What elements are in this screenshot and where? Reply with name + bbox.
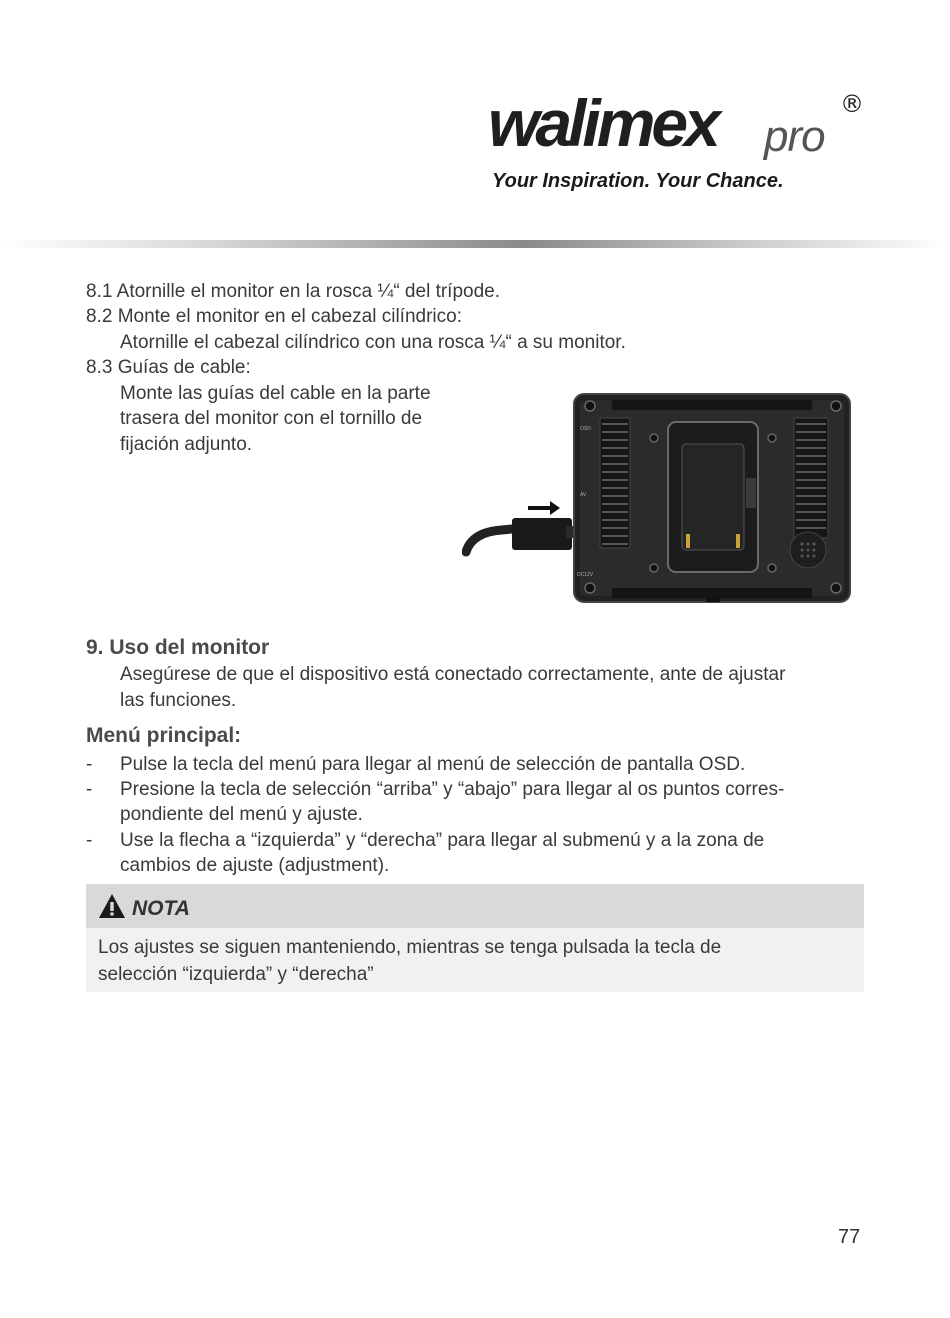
note-text: selección “izquierda” y “derecha” — [98, 964, 374, 985]
menu-item: cambios de ajuste (adjustment). — [120, 855, 390, 876]
registered-mark: ® — [840, 90, 864, 118]
menu-bullet: - — [86, 830, 93, 851]
step-8-3-line: fijación adjunto. — [120, 434, 253, 455]
section-9-text: Asegúrese de que el dispositivo está conectado correctamente, ante de ajustar — [120, 664, 786, 685]
step-8-2-detail: Atornille el cabezal cilíndrico con una rosca ¼“ a su monitor. — [120, 332, 626, 353]
menu-bullet: - — [86, 754, 93, 775]
step-8-3-line: Monte las guías del cable en la parte — [120, 383, 431, 404]
logo-brand-text: walimex — [488, 86, 717, 160]
note-title: NOTA — [132, 897, 190, 920]
step-8-2: 8.2 Monte el monitor en el cabezal cilíndrico: — [86, 306, 462, 327]
logo-tagline: Your Inspiration. Your Chance. — [492, 170, 784, 192]
warning-icon — [98, 893, 126, 919]
menu-heading: Menú principal: — [86, 724, 242, 747]
header-divider — [0, 240, 950, 248]
note-box — [86, 884, 864, 992]
menu-item: Use la flecha a “izquierda” y “derecha” para llegar al submenú y a la zona de — [120, 830, 765, 851]
page-number: 77 — [838, 1226, 861, 1248]
monitor-back-illustration — [462, 392, 854, 606]
step-8-3: 8.3 Guías de cable: — [86, 357, 251, 378]
step-8-1: 8.1 Atornille el monitor en la rosca ¼“ del trípode. — [86, 281, 501, 302]
menu-bullet: - — [86, 779, 93, 800]
logo-sub-text: pro — [764, 112, 825, 161]
note-header — [86, 884, 864, 928]
brand-logo — [488, 82, 868, 172]
step-8-3-line: trasera del monitor con el tornillo de — [120, 408, 423, 429]
monitor-osd-label: OSD — [580, 426, 591, 432]
monitor-dc-label: DC12V — [577, 572, 594, 578]
note-text: Los ajustes se siguen manteniendo, mientras se tenga pulsada la tecla de — [98, 937, 722, 958]
menu-item: Pulse la tecla del menú para llegar al menú de selección de pantalla OSD. — [120, 754, 746, 775]
monitor-av-label: AV — [580, 492, 587, 498]
menu-item: pondiente del menú y ajuste. — [120, 804, 363, 825]
menu-item: Presione la tecla de selección “arriba” y “abajo” para llegar al os puntos corres- — [120, 779, 785, 800]
section-9-heading: 9. Uso del monitor — [86, 636, 270, 659]
section-9-text: las funciones. — [120, 690, 237, 711]
